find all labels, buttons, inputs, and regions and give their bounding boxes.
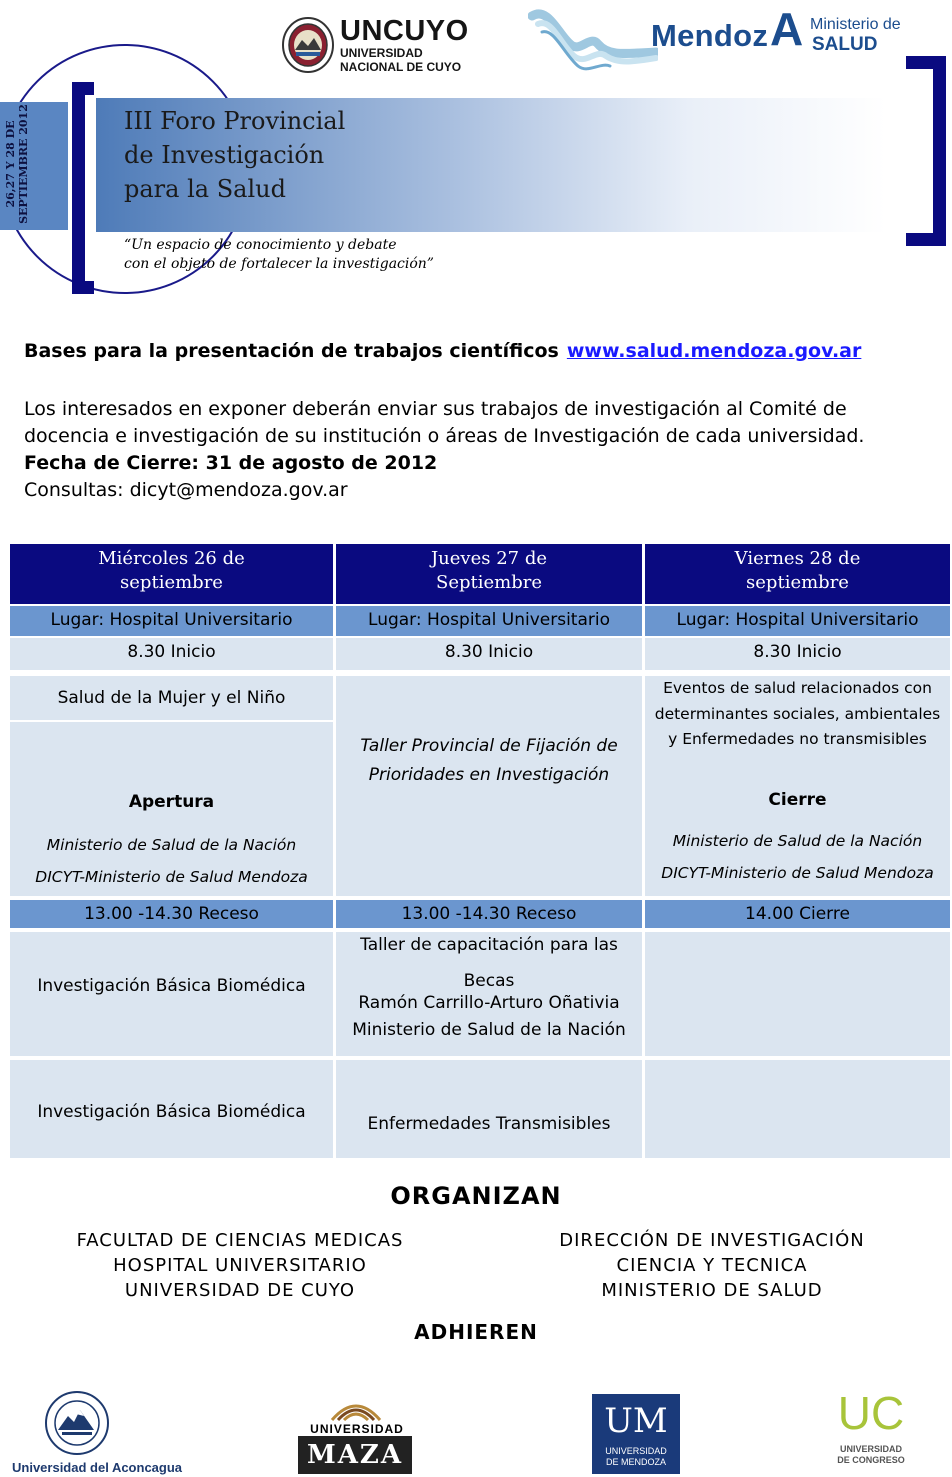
day-header-3: [645, 544, 950, 604]
lugar-1: Lugar: Hospital Universitario: [10, 606, 333, 636]
cierre-label: Cierre: [768, 790, 827, 810]
salud-mujer-cell: Salud de la Mujer y el Niño: [10, 676, 333, 720]
eventos-line-3: y Enfermedades no transmisibles: [668, 730, 927, 748]
apertura-min-nacion: Ministerio de Salud de la Nación: [46, 836, 297, 854]
fecha-cierre: Fecha de Cierre: 31 de agosto de 2012: [24, 452, 438, 474]
basica-cell-1: Investigación Básica Biomédica: [10, 932, 333, 1056]
empty-cell-2: [645, 1060, 950, 1158]
um-main-label: UM: [604, 1401, 668, 1441]
taller-provincial-cell: [336, 676, 642, 896]
uc-sub2-label: DE CONGRESO: [837, 1455, 905, 1465]
org-left-line-2: HOSPITAL UNIVERSITARIO: [113, 1255, 367, 1276]
uncuyo-wordmark: [340, 16, 469, 74]
basica-cell-2: Investigación Básica Biomédica: [10, 1060, 333, 1158]
organizan-title: ORGANIZAN: [390, 1182, 562, 1210]
org-left-line-3: UNIVERSIDAD DE CUYO: [124, 1280, 356, 1301]
day-header-1-line2: septiembre: [120, 572, 223, 593]
eventos-line-1: Eventos de salud relacionados con: [663, 679, 932, 697]
day-header-2-line2: Septiembre: [436, 572, 542, 593]
cierre-dicyt: DICYT-Ministerio de Salud Mendoza: [661, 864, 934, 882]
event-dates: 26,27 Y 28 DE SEPTIEMBRE 2012: [4, 104, 30, 224]
org-right-line-3: MINISTERIO DE SALUD: [601, 1280, 823, 1301]
um-logo: [592, 1394, 680, 1474]
day-header-1-line1: Miércoles 26 de: [98, 548, 245, 569]
consultas: Consultas: dicyt@mendoza.gov.ar: [24, 479, 348, 501]
uncuyo-name: UNCUYO: [340, 15, 469, 47]
capacitacion-cell: [336, 932, 642, 1056]
uncuyo-sub1: UNIVERSIDAD: [340, 46, 423, 60]
uncuyo-sub2: NACIONAL DE CUYO: [340, 60, 462, 74]
organizan-right: [512, 1228, 912, 1303]
adhieren-title: ADHIEREN: [414, 1320, 538, 1344]
mendoza-letter-a: A: [770, 3, 804, 55]
maza-emblem-icon: [330, 1396, 382, 1422]
uc-main-label: UC: [837, 1387, 905, 1439]
title-line-1: III Foro Provincial: [124, 107, 346, 135]
day-header-2: [336, 544, 642, 604]
eventos-line-2: determinantes sociales, ambientales: [654, 704, 941, 723]
eventos-text: [645, 676, 950, 753]
salud-mendoza-link[interactable]: www.salud.mendoza.gov.ar: [566, 340, 862, 362]
intro-paragraph: [24, 396, 934, 504]
org-right-line-2: CIENCIA Y TECNICA: [616, 1255, 808, 1276]
capacitacion-line-2: Becas: [463, 971, 515, 991]
bases-text: Bases para la presentación de trabajos científicos: [24, 340, 559, 362]
taller-line-1: Taller Provincial de Fijación de: [360, 736, 618, 756]
org-right-line-1: DIRECCIÓN DE INVESTIGACIÓN: [559, 1230, 865, 1251]
tagline-line-2: con el objeto de fortalecer la investigación”: [124, 256, 434, 272]
taller-provincial-text: [336, 732, 642, 790]
intro-body: Los interesados en exponer deberán enviar sus trabajos de investigación al Comité de docencia e investigación de su institución o áreas de Investigación de cada universidad.: [24, 398, 865, 447]
organizan-left: [40, 1228, 440, 1303]
cierre-min-nacion: Ministerio de Salud de la Nación: [672, 832, 923, 850]
inicio-2: 8.30 Inicio: [336, 638, 642, 670]
empty-cell-1: [645, 932, 950, 1056]
right-bracket: [906, 56, 946, 246]
capacitacion-line-4: Ministerio de Salud de la Nación: [352, 1020, 626, 1040]
title-line-3: para la Salud: [124, 175, 286, 203]
org-left-line-1: FACULTAD DE CIENCIAS MEDICAS: [76, 1230, 404, 1251]
day-header-3-line2: septiembre: [746, 572, 849, 593]
um-sub2-label: DE MENDOZA: [605, 1457, 666, 1467]
capacitacion-line-3: Ramón Carrillo-Arturo Oñativia: [358, 993, 620, 1013]
title-line-2: de Investigación: [124, 141, 325, 169]
day-header-3-line1: Viernes 28 de: [734, 548, 861, 569]
aconcagua-seal-icon: [44, 1390, 110, 1456]
lugar-2: Lugar: Hospital Universitario: [336, 606, 642, 636]
transmisibles-cell: Enfermedades Transmisibles: [336, 1060, 642, 1158]
tagline: [124, 236, 434, 274]
uc-sub1-label: UNIVERSIDAD: [839, 1444, 902, 1454]
apertura-dicyt: DICYT-Ministerio de Salud Mendoza: [35, 868, 308, 886]
maza-main-label: MAZA: [298, 1436, 412, 1474]
apertura-cell: [10, 722, 333, 896]
mendoza-ribbon-icon: [528, 4, 658, 84]
taller-line-2: Prioridades en Investigación: [368, 765, 610, 785]
tagline-line-1: “Un espacio de conocimiento y debate: [124, 237, 397, 253]
aconcagua-label: Universidad del Aconcagua: [12, 1460, 183, 1475]
day-header-2-line1: Jueves 27 de: [430, 548, 548, 569]
page-title: [124, 104, 345, 206]
lugar-3: Lugar: Hospital Universitario: [645, 606, 950, 636]
capacitacion-line-1: Taller de capacitación para las: [360, 935, 618, 955]
inicio-3: 8.30 Inicio: [645, 638, 950, 670]
ministerio-label: Ministerio de: [810, 16, 901, 33]
inicio-1: 8.30 Inicio: [10, 638, 333, 670]
um-sub1-label: UNIVERSIDAD: [605, 1446, 667, 1456]
apertura-label: Apertura: [128, 792, 215, 812]
left-bracket: [72, 82, 94, 294]
receso-1: 13.00 -14.30 Receso: [10, 900, 333, 928]
day-header-1: [10, 544, 333, 604]
receso-2: 13.00 -14.30 Receso: [336, 900, 642, 928]
maza-top-label: UNIVERSIDAD: [310, 1422, 404, 1436]
salud-label: SALUD: [812, 34, 878, 55]
bases-line: [24, 340, 861, 362]
cierre-cell: [645, 676, 950, 896]
cierre-14: 14.00 Cierre: [645, 900, 950, 928]
mendoza-wordmark: Mendoz: [651, 18, 769, 53]
uncuyo-seal-icon: [282, 16, 334, 74]
banner-gap: [536, 232, 886, 238]
